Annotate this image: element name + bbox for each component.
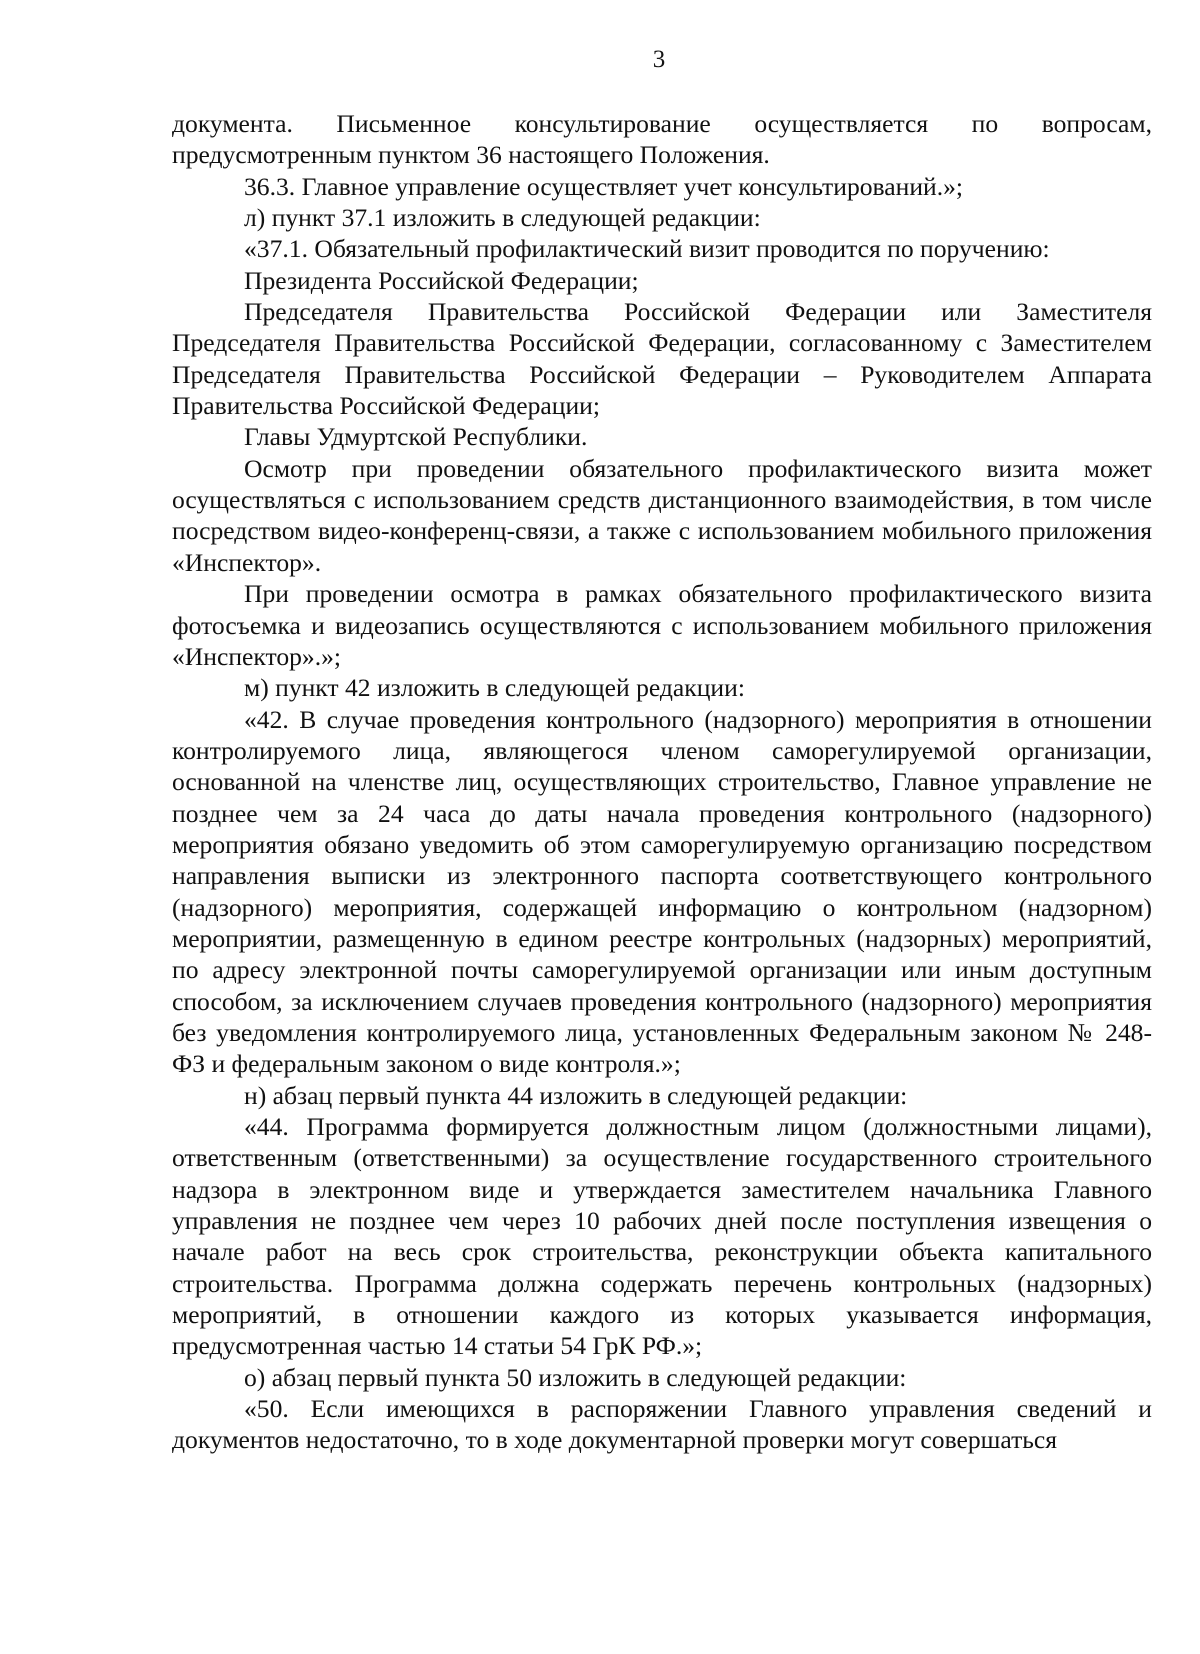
paragraph: о) абзац первый пункта 50 изложить в следующей редакции: bbox=[244, 1362, 907, 1392]
paragraph: При проведении осмотра в рамках обязательного профилактического визита фотосъемка и видеозапись осуществляются с использованием мобильного приложения «Инспектор».»; bbox=[172, 579, 1152, 671]
page-number: 3 bbox=[652, 46, 666, 73]
paragraph: Президента Российской Федерации; bbox=[244, 265, 639, 295]
paragraph: «50. Если имеющихся в распоряжении Главного управления сведений и документов недостаточно, то в ходе документарной проверки могут совершаться bbox=[172, 1394, 1152, 1455]
paragraph: м) пункт 42 изложить в следующей редакции: bbox=[244, 673, 745, 703]
paragraph: «44. Программа формируется должностным лицом (должностными лицами), ответственным (ответственными) за осуществление государственного строительного надзора в электронном виде и утверждается заместителем начальника Главного управления не позднее чем через 10 рабочих дней после поступления извещения о начале работ на весь срок строительства, реконструкции объекта капитального строительства. Программа должна содержать перечень контрольных (надзорных) мероприятий, в отношении каждого из которых указывается информация, предусмотренная частью 14 статьи 54 ГрК РФ.»; bbox=[172, 1112, 1152, 1361]
paragraph: Главы Удмуртской Республики. bbox=[244, 422, 588, 452]
paragraph: «37.1. Обязательный профилактический визит проводится по поручению: bbox=[244, 234, 1050, 264]
paragraph: Председателя Правительства Российской Федерации или Заместителя Председателя Правительства Российской Федерации, согласованному с Заместителем Председателя Правительства Российской Федерации – Руководителем Аппарата Правительства Российской Федерации; bbox=[172, 297, 1152, 421]
document-body bbox=[172, 108, 1152, 1456]
paragraph: «42. В случае проведения контрольного (надзорного) мероприятия в отношении контролируемого лица, являющегося членом саморегулируемой организации, основанной на членстве лиц, осуществляющих строительство, Главное управление не позднее чем за 24 часа до даты начала проведения контрольного (надзорного) мероприятия обязано уведомить об этом саморегулируемую организацию посредством направления выписки из электронного паспорта соответствующего контрольного (надзорного) мероприятия, содержащей информацию о контрольном (надзорном) мероприятии, размещенную в едином реестре контрольных (надзорных) мероприятий, по адресу электронной почты саморегулируемой организации или иным доступным способом, за исключением случаев проведения контрольного (надзорного) мероприятия без уведомления контролируемого лица, установленных Федеральным законом № 248-ФЗ и федеральным законом о виде контроля.»; bbox=[172, 704, 1152, 1079]
paragraph: документа. Письменное консультирование осуществляется по вопросам, предусмотренным пунктом 36 настоящего Положения. bbox=[172, 109, 1152, 170]
paragraph: л) пункт 37.1 изложить в следующей редакции: bbox=[244, 203, 761, 233]
paragraph: Осмотр при проведении обязательного профилактического визита может осуществляться с использованием средств дистанционного взаимодействия, в том числе посредством видео-конференц-связи, а также с использованием мобильного приложения «Инспектор». bbox=[172, 453, 1152, 577]
paragraph: н) абзац первый пункта 44 изложить в следующей редакции: bbox=[244, 1080, 908, 1110]
paragraph: 36.3. Главное управление осуществляет учет консультирований.»; bbox=[244, 171, 964, 201]
